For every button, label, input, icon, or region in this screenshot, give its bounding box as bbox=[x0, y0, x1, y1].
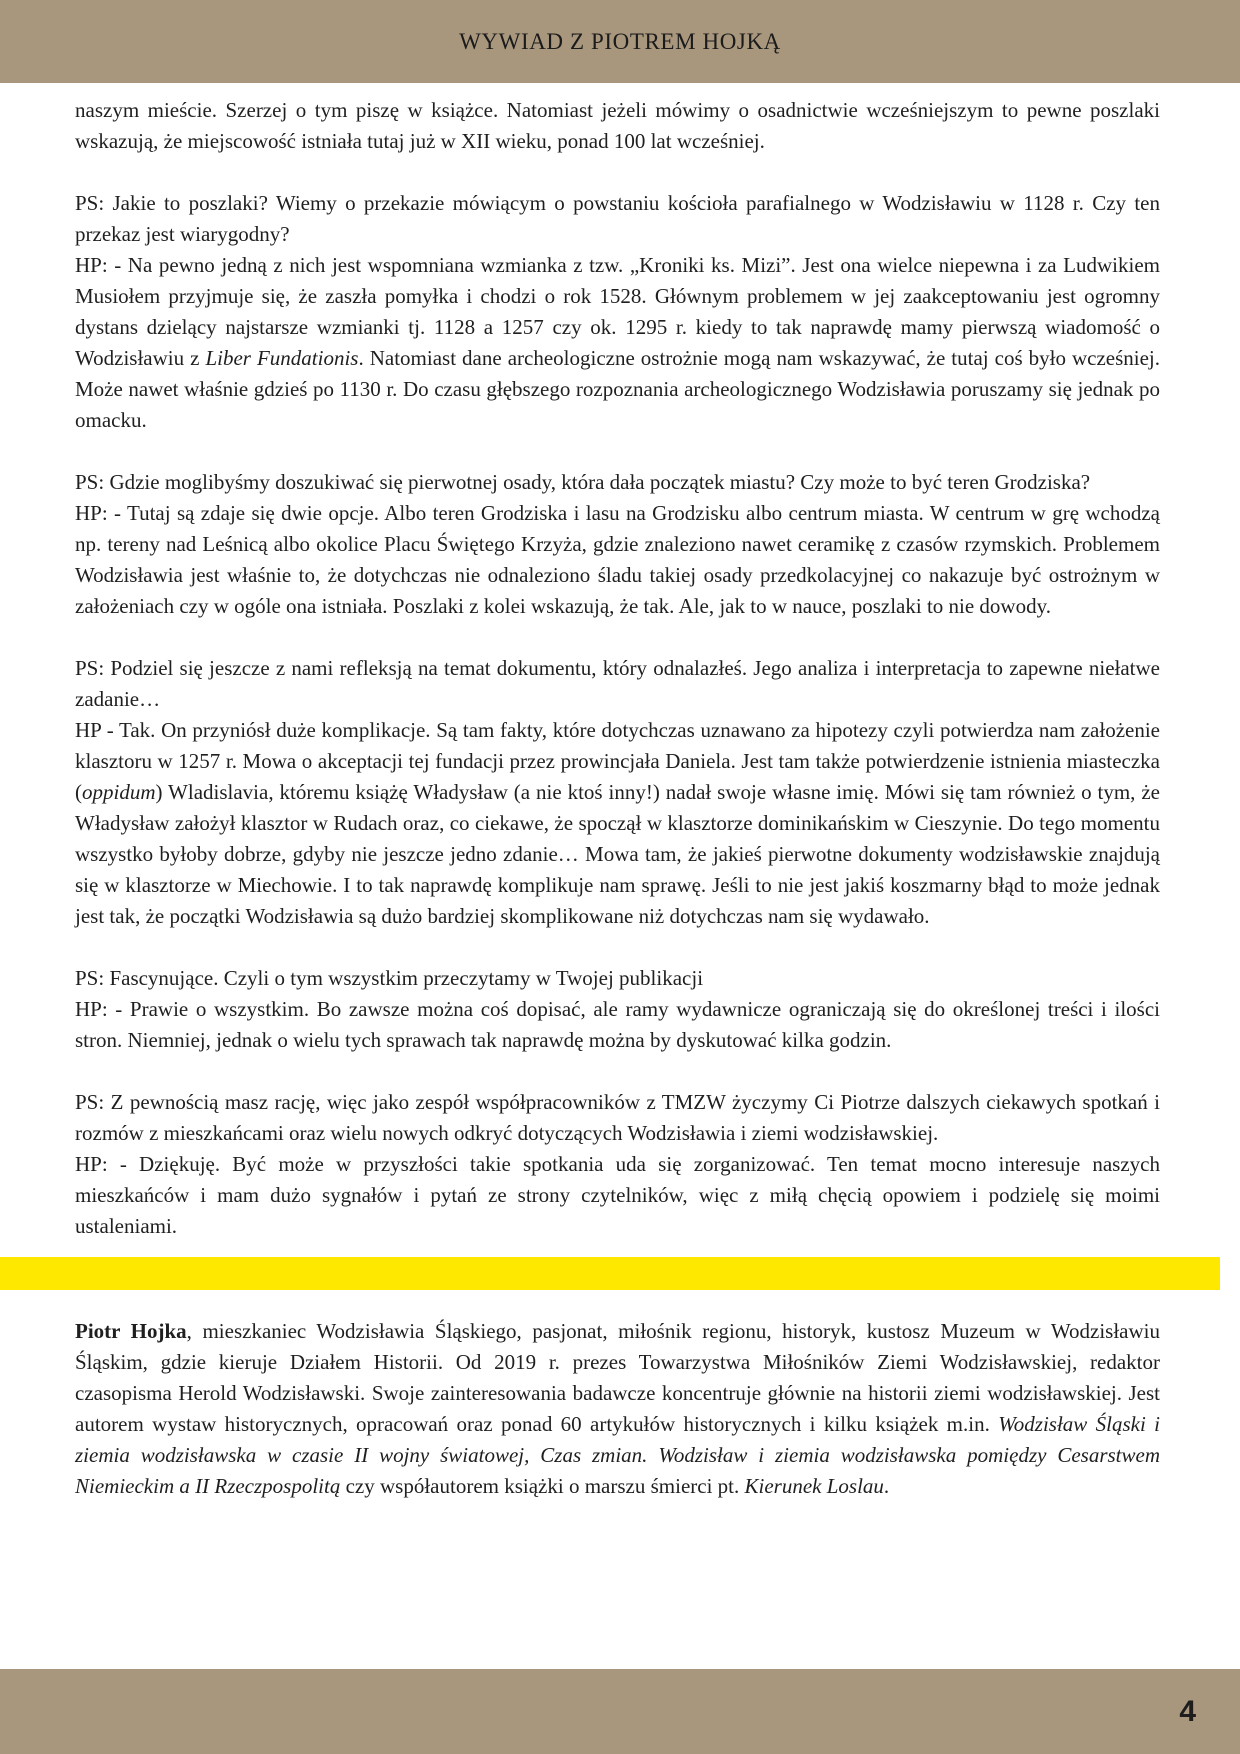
highlight-divider bbox=[0, 1257, 1220, 1290]
page-title: WYWIAD Z PIOTREM HOJKĄ bbox=[459, 28, 781, 54]
paragraph-question-5: PS: Z pewnością masz rację, więc jako zespół współpracowników z TMZW życzymy Ci Piotrze dalszych ciekawych spotkań i rozmów z mieszkańcami oraz wielu nowych odkryć dotyczących Wodzisławia i ziemi wodzisławskiej. bbox=[75, 1090, 1160, 1145]
paragraph-answer-2: HP: - Tutaj są zdaje się dwie opcje. Albo teren Grodziska i lasu na Grodzisku albo centrum miasta. W centrum w grę wchodzą np. tereny nad Leśnicą albo okolice Placu Świętego Krzyża, gdzie znaleziono nawet ceramikę z czasów rzymskich. Problemem Wodzisławia jest właśnie to, że dotychczas nie odnaleziono śladu takiej osady przedkolacyjnej co nakazuje być ostrożnym w założeniach czy w ogóle ona istniała. Poszlaki z kolei wskazują, że tak. Ale, jak to w nauce, poszlaki to nie dowody. bbox=[75, 501, 1160, 618]
page-number: 4 bbox=[1179, 1694, 1196, 1728]
paragraph-question-3: PS: Podziel się jeszcze z nami refleksją na temat dokumentu, który odnalazłeś. Jego analiza i interpretacja to zapewne niełatwe zadanie… bbox=[75, 656, 1160, 711]
footer-band bbox=[0, 1669, 1240, 1754]
paragraph-question-4: PS: Fascynujące. Czyli o tym wszystkim przeczytamy w Twojej publikacji bbox=[75, 966, 704, 990]
paragraph-answer-1: HP: - Na pewno jedną z nich jest wspomniana wzmianka z tzw. „Kroniki ks. Mizi”. Jest ona wielce niepewna i za Ludwikiem Musiołem przyjmuje się, że zaszła pomyłka i chodzi o rok 1528. Głównym problemem w jej zaakceptowaniu jest ogromny dystans dzielący najstarsze wzmianki tj. 1128 a 1257 czy ok. 1295 r. kiedy to tak naprawdę mamy pierwszą wiadomość o Wodzisławiu z Liber Fundationis. Natomiast dane archeologiczne ostrożnie mogą nam wskazywać, że tutaj coś było wcześniej. Może nawet właśnie gdzieś po 1130 r. Do czasu głębszego rozpoznania archeologicznego Wodzisławia poruszamy się jednak po omacku. bbox=[75, 253, 1160, 432]
paragraph-intro: naszym mieście. Szerzej o tym piszę w książce. Natomiast jeżeli mówimy o osadnictwie wcześniejszym to pewne poszlaki wskazują, że miejscowość istniała tutaj już w XII wieku, ponad 100 lat wcześniej. bbox=[75, 98, 1160, 153]
biography bbox=[75, 1316, 1160, 1502]
paragraph-biography: Piotr Hojka, mieszkaniec Wodzisławia Śląskiego, pasjonat, miłośnik regionu, historyk, kustosz Muzeum w Wodzisławiu Śląskim, gdzie kieruje Działem Historii. Od 2019 r. prezes Towarzystwa Miłośników Ziemi Wodzisławskiej, redaktor czasopisma Herold Wodzisławski. Swoje zainteresowania badawcze koncentruje głównie na historii ziemi wodzisławskiej. Jest autorem wystaw historycznych, opracowań oraz ponad 60 artykułów historycznych i kilku książek m.in. Wodzisław Śląski i ziemia wodzisławska w czasie II wojny światowej, Czas zmian. Wodzisław i ziemia wodzisławska pomiędzy Cesarstwem Niemieckim a II Rzeczpospolitą czy współautorem książki o marszu śmierci pt. Kierunek Loslau. bbox=[75, 1319, 1160, 1498]
header-band bbox=[0, 0, 1240, 83]
paragraph-answer-3: HP - Tak. On przyniósł duże komplikacje. Są tam fakty, które dotychczas uznawano za hipotezy czyli potwierdza nam założenie klasztoru w 1257 r. Mowa o akceptacji tej fundacji przez prowincjała Daniela. Jest tam także potwierdzenie istnienia miasteczka (oppidum) Wladislavia, któremu książę Władysław (a nie ktoś inny!) nadał swoje własne imię. Mówi się tam również o tym, że Władysław założył klasztor w Rudach oraz, co ciekawe, że spoczął w klasztorze dominikańskim w Cieszynie. Do tego momentu wszystko byłoby dobrze, gdyby nie jeszcze jedno zdanie… Mowa tam, że jakieś pierwotne dokumenty wodzisławskie znajdują się w klasztorze w Miechowie. I to tak naprawdę komplikuje nam sprawę. Jeśli to nie jest jakiś koszmarny błąd to może jednak jest tak, że początki Wodzisławia są dużo bardziej skomplikowane niż dotychczas nam się wydawało. bbox=[75, 718, 1160, 928]
paragraph-answer-4: HP: - Prawie o wszystkim. Bo zawsze można coś dopisać, ale ramy wydawnicze ograniczają się do określonej treści i ilości stron. Niemniej, jednak o wielu tych sprawach tak naprawdę można by dyskutować kilka godzin. bbox=[75, 997, 1160, 1052]
page-content bbox=[75, 83, 1160, 1502]
paragraph-question-1: PS: Jakie to poszlaki? Wiemy o przekazie mówiącym o powstaniu kościoła parafialnego w Wodzisławiu w 1128 r. Czy ten przekaz jest wiarygodny? bbox=[75, 191, 1160, 246]
paragraph-answer-5: HP: - Dziękuję. Być może w przyszłości takie spotkania uda się zorganizować. Ten temat mocno interesuje naszych mieszkańców i mam dużo sygnałów i pytań ze strony czytelników, więc z miłą chęcią opowiem i podzielę się moimi ustaleniami. bbox=[75, 1152, 1160, 1238]
paragraph-question-2: PS: Gdzie moglibyśmy doszukiwać się pierwotnej osady, która dała początek miastu? Czy może to być teren Grodziska? bbox=[75, 470, 1091, 494]
article bbox=[75, 95, 1160, 1242]
